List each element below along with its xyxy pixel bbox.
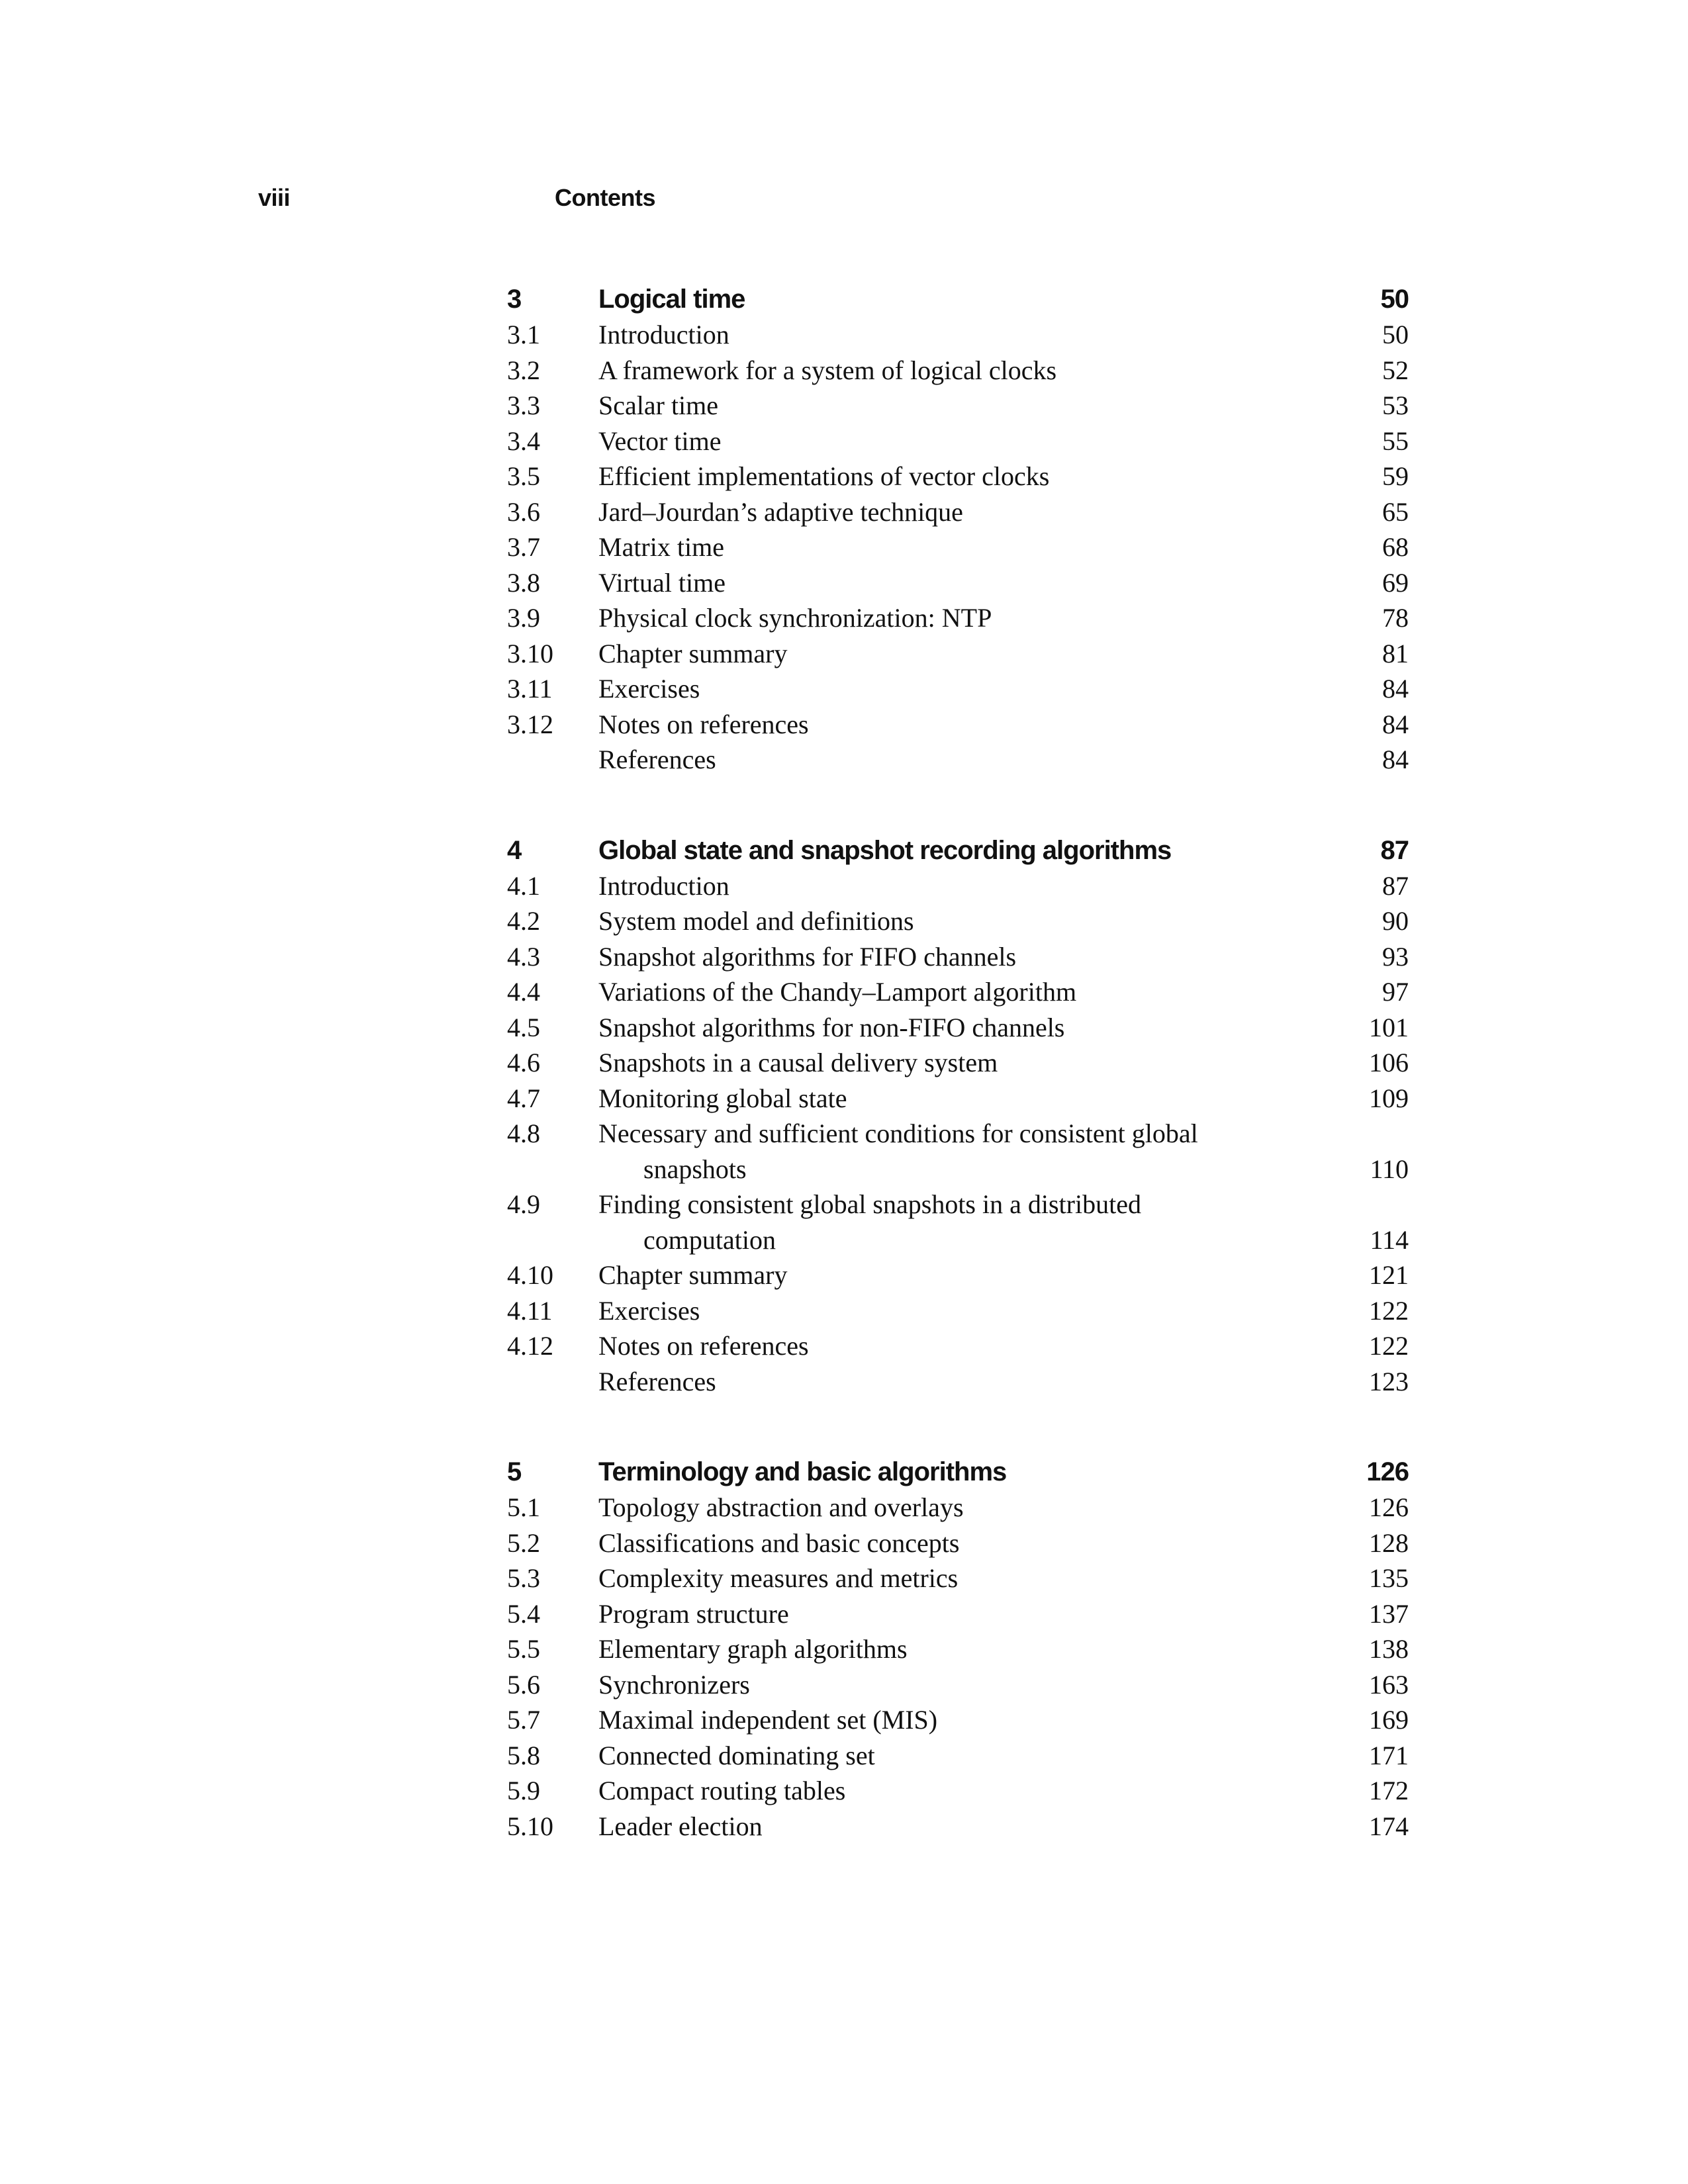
toc-entry (507, 1631, 1409, 1667)
toc-entry (507, 494, 1409, 530)
section-number: 5.5 (507, 1634, 540, 1664)
toc-entry (507, 903, 1409, 939)
toc-entry (507, 1773, 1409, 1809)
section-page: 65 (1382, 496, 1409, 527)
toc-entry-continuation (507, 1222, 1409, 1258)
section-title: Virtual time (598, 567, 726, 598)
section-page: 81 (1382, 638, 1409, 668)
toc-entry (507, 317, 1409, 353)
section-page: 97 (1382, 977, 1409, 1007)
chapter-heading (507, 281, 1409, 317)
section-title: Complexity measures and metrics (598, 1563, 959, 1593)
section-title: Necessary and sufficient conditions for consistent global (598, 1118, 1198, 1148)
section-title: Exercises (598, 674, 700, 704)
section-title: System model and definitions (598, 906, 914, 936)
section-title: Monitoring global state (598, 1083, 847, 1113)
section-page: 123 (1369, 1366, 1409, 1396)
toc-entry (507, 459, 1409, 494)
section-number: 5.7 (507, 1705, 540, 1735)
section-number: 3.9 (507, 603, 540, 633)
section-page: 122 (1369, 1331, 1409, 1361)
section-title: A framework for a system of logical clocks (598, 355, 1057, 385)
section-title: Physical clock synchronization: NTP (598, 603, 992, 633)
section-page: 90 (1382, 906, 1409, 936)
toc-entry (507, 1081, 1409, 1116)
section-page: 122 (1369, 1295, 1409, 1326)
section-page: 121 (1369, 1260, 1409, 1290)
toc-entry (507, 1525, 1409, 1561)
toc-entry (507, 600, 1409, 636)
toc-entry (507, 388, 1409, 424)
chapter-page: 87 (1380, 835, 1409, 865)
section-page: 174 (1369, 1811, 1409, 1841)
toc-entry (507, 1010, 1409, 1046)
toc-entry (507, 939, 1409, 975)
section-title-continuation: computation (643, 1224, 776, 1255)
toc-entry (507, 1364, 1409, 1400)
toc-entry (507, 1490, 1409, 1525)
toc-entry (507, 1293, 1409, 1329)
section-number: 4.1 (507, 870, 540, 901)
section-number: 5.2 (507, 1527, 540, 1558)
toc-entry (507, 1045, 1409, 1081)
toc-entry (507, 1561, 1409, 1596)
section-title: Maximal independent set (MIS) (598, 1705, 938, 1735)
section-page: 84 (1382, 709, 1409, 739)
section-number: 5.10 (507, 1811, 553, 1841)
section-page: 128 (1369, 1527, 1409, 1558)
chapter-number: 5 (507, 1457, 522, 1486)
section-page: 69 (1382, 567, 1409, 598)
section-title: Exercises (598, 1295, 700, 1326)
toc-entry (507, 671, 1409, 707)
section-number: 4.9 (507, 1189, 540, 1219)
section-title: Matrix time (598, 532, 724, 562)
section-number: 5.1 (507, 1492, 540, 1522)
section-title: Vector time (598, 426, 722, 456)
section-page: 68 (1382, 532, 1409, 562)
section-number: 5.3 (507, 1563, 540, 1593)
section-page: 135 (1369, 1563, 1409, 1593)
toc-entry (507, 353, 1409, 388)
section-title: Compact routing tables (598, 1776, 846, 1805)
section-page: 59 (1382, 461, 1409, 491)
section-page: 84 (1382, 745, 1409, 774)
section-number: 3.2 (507, 355, 540, 385)
section-page: 87 (1382, 870, 1409, 901)
section-number: 4.4 (507, 977, 540, 1007)
section-number: 3.7 (507, 532, 540, 562)
toc-entry (507, 1809, 1409, 1844)
section-page: 114 (1370, 1224, 1409, 1255)
section-number: 3.5 (507, 461, 540, 491)
toc-entry-continuation (507, 1152, 1409, 1187)
chapter-title: Global state and snapshot recording algorithms (598, 835, 1172, 865)
section-title: Leader election (598, 1811, 763, 1841)
toc-entry (507, 1667, 1409, 1703)
section-page: 126 (1369, 1492, 1409, 1522)
section-number: 3.11 (507, 674, 553, 704)
section-title: Synchronizers (598, 1669, 750, 1700)
section-title: Chapter summary (598, 638, 788, 668)
toc-chapter (507, 833, 1409, 1400)
section-number: 4.12 (507, 1331, 553, 1361)
section-title: Program structure (598, 1598, 789, 1629)
toc-entry (507, 1187, 1409, 1222)
chapter-heading (507, 1454, 1409, 1490)
toc-entry (507, 529, 1409, 565)
section-page: 93 (1382, 941, 1409, 972)
toc-entry (507, 974, 1409, 1010)
section-number: 4.8 (507, 1118, 540, 1148)
section-page: 109 (1369, 1083, 1409, 1113)
section-number: 3.3 (507, 390, 540, 420)
section-page: 55 (1382, 426, 1409, 456)
section-page: 172 (1369, 1776, 1409, 1805)
section-title: Efficient implementations of vector clocks (598, 461, 1050, 491)
section-page: 84 (1382, 674, 1409, 704)
section-page: 110 (1370, 1154, 1409, 1184)
toc-entry (507, 742, 1409, 778)
page-number: viii (258, 184, 291, 211)
section-page: 53 (1382, 390, 1409, 420)
section-number: 3.1 (507, 320, 540, 349)
section-page: 163 (1369, 1669, 1409, 1700)
section-title-continuation: snapshots (643, 1154, 747, 1184)
section-title: Scalar time (598, 390, 719, 420)
toc-entry (507, 707, 1409, 743)
toc-entry (507, 1328, 1409, 1364)
section-number: 5.8 (507, 1740, 540, 1770)
toc-entry (507, 424, 1409, 459)
chapter-number: 3 (507, 285, 522, 314)
toc-entry (507, 1702, 1409, 1738)
chapter-title: Logical time (598, 285, 745, 314)
section-page: 52 (1382, 355, 1409, 385)
section-title: Chapter summary (598, 1260, 788, 1290)
section-title: References (598, 745, 716, 774)
section-title: Introduction (598, 320, 729, 349)
chapter-title: Terminology and basic algorithms (598, 1457, 1007, 1486)
section-page: 169 (1369, 1705, 1409, 1735)
toc-entry (507, 636, 1409, 672)
section-title: Finding consistent global snapshots in a distributed (598, 1189, 1141, 1219)
section-title: Snapshots in a causal delivery system (598, 1048, 998, 1077)
toc-entry (507, 1257, 1409, 1293)
section-number: 5.9 (507, 1776, 540, 1805)
toc-entry (507, 868, 1409, 904)
section-number: 4.2 (507, 906, 540, 936)
section-number: 4.6 (507, 1048, 540, 1077)
section-title: Introduction (598, 870, 729, 901)
section-title: Topology abstraction and overlays (598, 1492, 964, 1522)
section-number: 5.4 (507, 1598, 540, 1629)
section-page: 101 (1369, 1012, 1409, 1042)
section-title: Elementary graph algorithms (598, 1634, 908, 1664)
toc-entry (507, 1738, 1409, 1774)
section-number: 4.10 (507, 1260, 553, 1290)
section-page: 106 (1369, 1048, 1409, 1077)
chapter-page: 50 (1380, 285, 1409, 314)
section-number: 4.11 (507, 1295, 553, 1326)
section-number: 4.5 (507, 1012, 540, 1042)
section-number: 4.3 (507, 941, 540, 972)
section-number: 3.4 (507, 426, 540, 456)
section-title: Connected dominating set (598, 1740, 875, 1770)
section-page: 138 (1369, 1634, 1409, 1664)
section-title: Notes on references (598, 1331, 809, 1361)
section-number: 3.6 (507, 496, 540, 527)
running-title: Contents (555, 184, 655, 211)
section-number: 3.12 (507, 709, 553, 739)
section-number: 5.6 (507, 1669, 540, 1700)
section-title: Snapshot algorithms for FIFO channels (598, 941, 1017, 972)
section-page: 171 (1369, 1740, 1409, 1770)
chapter-heading (507, 833, 1409, 868)
chapter-page: 126 (1366, 1457, 1409, 1486)
section-title: References (598, 1366, 716, 1396)
section-page: 50 (1382, 320, 1409, 349)
table-of-contents (507, 281, 1409, 1899)
section-title: Classifications and basic concepts (598, 1527, 960, 1558)
toc-chapter (507, 281, 1409, 778)
section-number: 3.10 (507, 638, 553, 668)
toc-entry (507, 565, 1409, 601)
section-number: 3.8 (507, 567, 540, 598)
section-title: Variations of the Chandy–Lamport algorithm (598, 977, 1077, 1007)
toc-chapter (507, 1454, 1409, 1844)
section-page: 78 (1382, 603, 1409, 633)
chapter-number: 4 (507, 835, 522, 865)
section-number: 4.7 (507, 1083, 540, 1113)
toc-entry (507, 1596, 1409, 1632)
section-page: 137 (1369, 1598, 1409, 1629)
section-title: Jard–Jourdan’s adaptive technique (598, 496, 963, 527)
section-title: Notes on references (598, 709, 809, 739)
toc-entry (507, 1116, 1409, 1152)
section-title: Snapshot algorithms for non-FIFO channels (598, 1012, 1065, 1042)
